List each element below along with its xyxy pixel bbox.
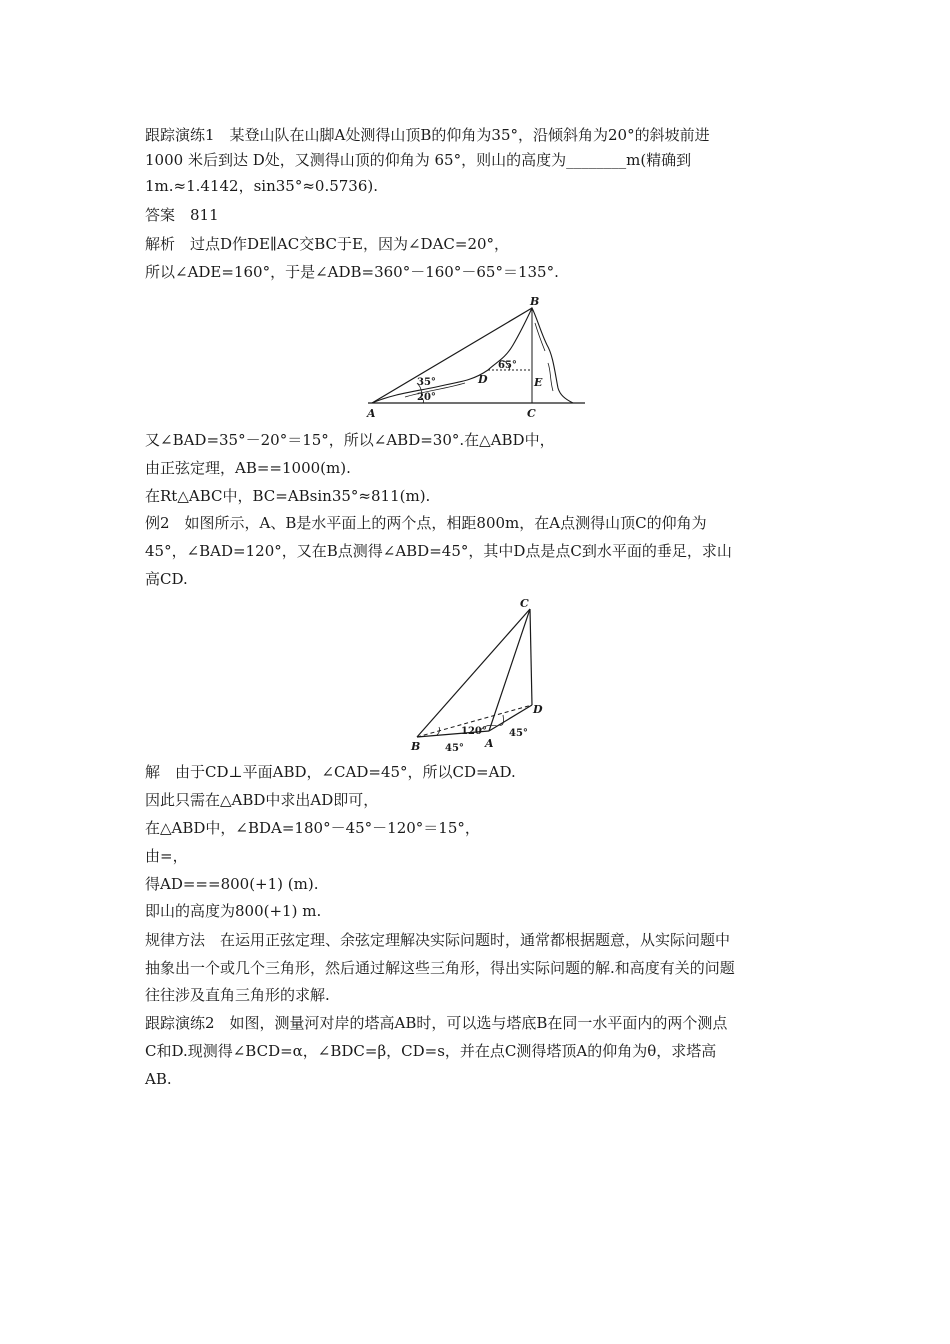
practice-2-line-2: C和D.现测得∠BCD=α，∠BDC=β，CD=s，并在点C测得塔顶A的仰角为θ，求塔高 [145, 1042, 717, 1060]
fig2-angle-45-b: 45° [445, 743, 464, 754]
text-line-3: 1m.≈1.4142，sin35°≈0.5736). [145, 177, 379, 195]
example-2-line-2: 45°，∠BAD=120°，又在B点测得∠ABD=45°，其中D点是点C到水平面的垂足，求山 [145, 542, 732, 560]
figure-mountain-slope [365, 293, 590, 423]
fig1-label-b: B [530, 295, 540, 308]
method-line-3: 往往涉及直角三角形的求解. [145, 986, 330, 1004]
solution-line-5: 得AD===800(+1) (m). [145, 875, 319, 893]
fig2-label-d: D [533, 703, 543, 716]
fig1-angle-20: 20° [417, 392, 436, 403]
solution-line-2: 因此只需在△ABD中求出AD即可， [145, 791, 379, 809]
text-line-9: 在Rt△ABC中，BC=ABsin35°≈811(m). [145, 487, 431, 505]
figure-mountain-3d [405, 597, 555, 757]
text-line-2: 1000 米后到达 D处，又测得山顶的仰角为 65°，则山的高度为________m(精确到 [145, 151, 692, 169]
solution-line-1: 解 由于CD⊥平面ABD，∠CAD=45°，所以CD=AD. [145, 763, 516, 781]
solution-line-4: 由=， [145, 847, 188, 865]
text-line-8: 由正弦定理，AB==1000(m). [145, 459, 351, 477]
fig1-angle-65: 65° [498, 360, 517, 371]
fig2-label-a: A [485, 737, 494, 750]
fig2-label-c: C [520, 597, 529, 610]
text-line-1: 跟踪演练1 某登山队在山脚A处测得山顶B的仰角为35°，沿倾斜角为20°的斜坡前进 [145, 126, 710, 144]
text-line-7: 又∠BAD=35°－20°＝15°，所以∠ABD=30°.在△ABD中， [145, 431, 555, 449]
fig2-angle-120: 120° [461, 726, 487, 737]
practice-2-line-1: 跟踪演练2 如图，测量河对岸的塔高AB时，可以选与塔底B在同一水平面内的两个测点 [145, 1014, 728, 1032]
method-line-1: 规律方法 在运用正弦定理、余弦定理解决实际问题时，通常都根据题意，从实际问题中 [145, 931, 731, 949]
fig2-label-b: B [411, 740, 421, 753]
fig2-angle-45-a: 45° [509, 728, 528, 739]
solution-line-6: 即山的高度为800(+1) m. [145, 902, 322, 920]
method-line-2: 抽象出一个或几个三角形，然后通过解这些三角形，得出实际问题的解.和高度有关的问题 [145, 959, 735, 977]
fig1-label-c: C [527, 407, 536, 420]
fig1-label-a: A [367, 407, 376, 420]
fig1-label-e: E [534, 376, 543, 389]
answer-line: 答案 811 [145, 206, 219, 224]
example-2-line-3: 高CD. [145, 570, 188, 588]
example-2-line-1: 例2 如图所示，A、B是水平面上的两个点，相距800m，在A点测得山顶C的仰角为 [145, 514, 707, 532]
fig1-label-d: D [478, 373, 488, 386]
text-line-6: 所以∠ADE=160°，于是∠ADB=360°－160°－65°＝135°. [145, 263, 559, 281]
fig1-angle-35: 35° [417, 377, 436, 388]
practice-2-line-3: AB. [145, 1070, 172, 1088]
solution-line-3: 在△ABD中，∠BDA=180°－45°－120°＝15°， [145, 819, 480, 837]
text-line-5: 解析 过点D作DE∥AC交BC于E，因为∠DAC=20°， [145, 235, 510, 253]
